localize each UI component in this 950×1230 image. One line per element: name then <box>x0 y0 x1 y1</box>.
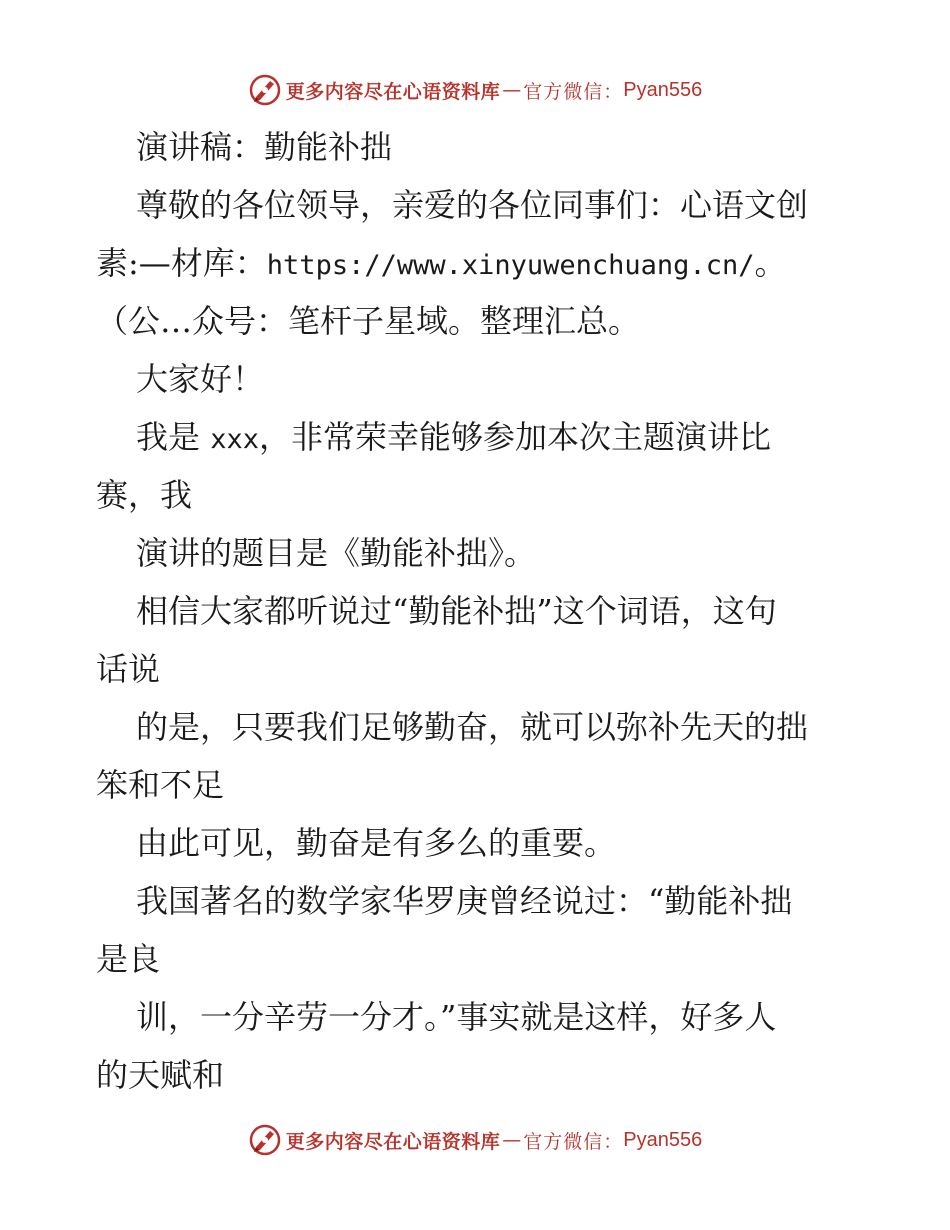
text-segment: https://www.xinyuwenchuang.cn/ <box>266 250 755 281</box>
document-body <box>96 118 856 1104</box>
text-line: 赛，我 <box>96 476 193 514</box>
text-line: 相信大家都听说过“勤能补拙”这个词语，这句 <box>136 592 777 630</box>
text-line <box>96 234 856 292</box>
text-line: 我国著名的数学家华罗庚曾经说过：“勤能补拙 <box>136 882 793 920</box>
text-segment: 。 <box>754 244 787 282</box>
header-wechat-id: Pyan556 <box>623 78 703 101</box>
header-dash: — <box>502 79 522 101</box>
text-line: 训，一分辛劳一分才。”事实就是这样，好多人 <box>136 998 777 1036</box>
text-line: 的天赋和 <box>96 1056 225 1094</box>
text-line: （公…众号：笔杆子星域。整理汇总。 <box>96 302 641 340</box>
text-line: 由此可见，勤奋是有多么的重要。 <box>136 824 617 862</box>
text-segment: 我是 <box>136 418 211 456</box>
text-line: 大家好！ <box>136 360 265 398</box>
pen-logo-icon <box>248 1123 282 1157</box>
text-segment: ，非常荣幸能够参加本次主题演讲比 <box>258 418 771 456</box>
footer-official-label: 官方微信： <box>523 1130 624 1153</box>
text-line: 演讲稿：勤能补拙 <box>136 128 393 166</box>
pen-logo-icon <box>248 73 282 107</box>
text-line: 话说 <box>96 650 161 688</box>
text-line: 笨和不足 <box>96 766 225 804</box>
footer-wechat-id: Pyan556 <box>623 1128 703 1151</box>
text-line: 是良 <box>96 940 161 978</box>
header-banner <box>0 70 950 110</box>
text-line <box>96 408 856 466</box>
text-segment: xxx <box>210 424 259 455</box>
text-line: 尊敬的各位领导，亲爱的各位同事们：心语文创 <box>136 186 809 224</box>
text-segment: 素:—材库： <box>96 244 267 282</box>
footer-slogan: 更多内容尽在心语资料库 <box>285 1130 501 1153</box>
footer-banner <box>0 1120 950 1160</box>
text-line: 演讲的题目是《勤能补拙》。 <box>136 534 537 572</box>
text-line: 的是，只要我们足够勤奋，就可以弥补先天的拙 <box>136 708 809 746</box>
header-slogan: 更多内容尽在心语资料库 <box>285 80 501 103</box>
header-official-label: 官方微信： <box>523 80 624 103</box>
footer-dash: — <box>502 1129 522 1151</box>
